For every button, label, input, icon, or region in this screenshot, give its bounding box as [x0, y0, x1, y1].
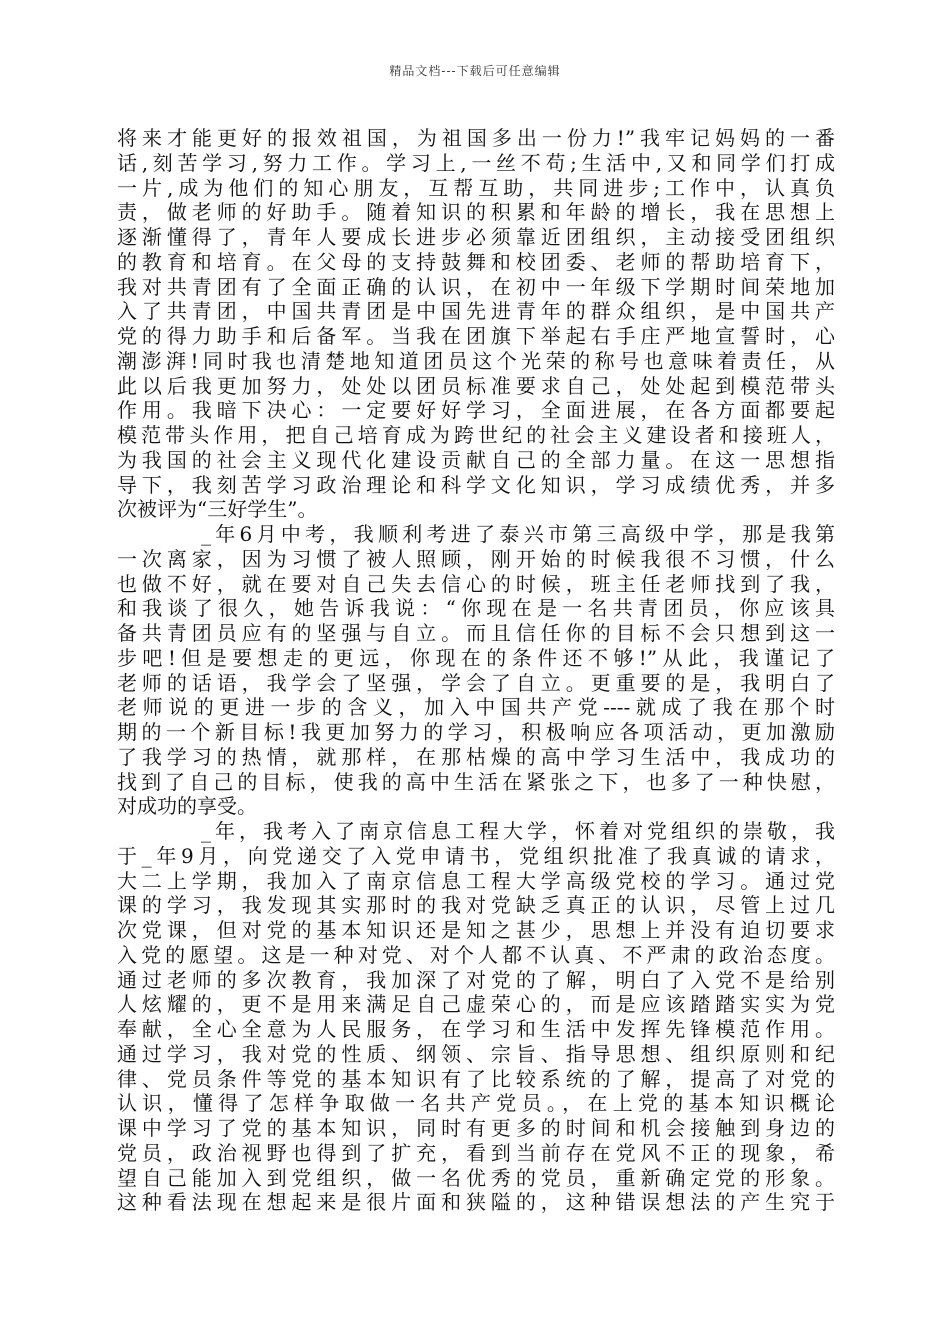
text-line: 一次离家，因为习惯了被人照顾，刚开始的时候我很不习惯，什么 [117, 546, 835, 571]
paragraph [117, 126, 835, 522]
text-line: 导下，我刻苦学习政治理论和科学文化知识，学习成绩优秀，并多 [117, 472, 835, 497]
text-line: 将来才能更好的报效祖国，为祖国多出一份力!”我牢记妈妈的一番 [117, 126, 835, 150]
text-line: 也做不好，就在要对自己失去信心的时候，班主任老师找到了我， [117, 571, 835, 596]
text-line: 认识，懂得了怎样争取做一名共产党员。，在上党的基本知识概论 [117, 1091, 835, 1116]
text-line: 潮澎湃!同时我也清楚地知道团员这个光荣的称号也意味着责任，从 [117, 348, 835, 373]
text-line: 入了共青团，中国共青团是中国先进青年的群众组织，是中国共产 [117, 299, 835, 324]
text-line: 和我谈了很久，她告诉我说：“你现在是一名共青团员，你应该具 [117, 596, 835, 621]
page-header: 精品文档---下载后可任意编辑 [389, 64, 561, 78]
text-line: 这种看法现在想起来是很片面和狭隘的，这种错误想法的产生究于 [117, 1190, 835, 1215]
text-line: 课的学习，我发现其实那时的我对党缺乏真正的认识，尽管上过几 [117, 893, 835, 918]
text-line: 于_年9月，向党递交了入党申请书，党组织批准了我真诚的请求， [117, 843, 835, 868]
text-line: 期的一个新目标!我更加努力的学习，积极响应各项活动，更加激励 [117, 720, 835, 744]
text-line: 老师说的更进一步的含义，加入中国共产党----就成了我在那个时 [117, 695, 835, 720]
text-line: 作用。我暗下决心：一定要好好学习，全面进展，在各方面都要起 [117, 398, 835, 423]
text-line: 次党课，但对党的基本知识还是知之甚少，思想上并没有迫切要求 [117, 918, 835, 942]
text-line: 此以后我更加努力，处处以团员标准要求自己，处处起到模范带头 [117, 373, 835, 398]
text-line: 逐渐懂得了，青年人要成长进步必须靠近团组织，主动接受团组织 [117, 225, 835, 249]
text-line: 入党的愿望。这是一种对党、对个人都不认真、不严肃的政治态度。 [117, 942, 835, 967]
text-line: 望自己能加入到党组织，做一名优秀的党员，重新确定党的形象。 [117, 1165, 835, 1190]
text-line: 的教育和培育。在父母的支持鼓舞和校团委、老师的帮助培育下， [117, 249, 835, 274]
text-line: 我对共青团有了全面正确的认识，在初中一年级下学期时间荣地加 [117, 274, 835, 299]
text-line: 通过老师的多次教育，我加深了对党的了解，明白了入党不是给别 [117, 967, 835, 992]
text-line: 奉献，全心全意为人民服务，在学习和生活中发挥先锋模范作用。 [117, 1017, 835, 1041]
text-line: 老师的话语，我学会了坚强，学会了自立。更重要的是，我明白了 [117, 670, 835, 695]
text-line: 为我国的社会主义现代化建设贡献自己的全部力量。在这一思想指 [117, 447, 835, 472]
document-body [117, 126, 835, 1215]
text-line: 党的得力助手和后备军。当我在团旗下举起右手庄严地宣誓时，心 [117, 324, 835, 348]
text-line: 大二上学期，我加入了南京信息工程大学高级党校的学习。通过党 [117, 868, 835, 893]
text-line: 人炫耀的，更不是用来满足自己虚荣心的，而是应该踏踏实实为党 [117, 992, 835, 1017]
text-line: 备共青团员应有的坚强与自立。而且信任你的目标不会只想到这一 [117, 621, 835, 645]
text-line: 找到了自己的目标，使我的高中生活在紧张之下，也多了一种快慰， [117, 769, 835, 794]
text-line: 对成功的享受。 [117, 794, 257, 819]
text-line: 通过学习，我对党的性质、纲领、宗旨、指导思想、组织原则和纪 [117, 1041, 835, 1066]
text-line: 步吧!但是要想走的更远，你现在的条件还不够!”从此，我谨记了 [117, 645, 835, 670]
text-line: 一片,成为他们的知心朋友，互帮互助，共同进步;工作中，认真负 [117, 175, 835, 200]
text-line: 律、党员条件等党的基本知识有了比较系统的了解，提高了对党的 [117, 1066, 835, 1091]
paragraph [117, 522, 835, 819]
text-line: 责，做老师的好助手。随着知识的积累和年龄的增长，我在思想上 [117, 200, 835, 225]
text-line: 次被评为“三好学生”。 [117, 497, 318, 522]
text-line: 了我学习的热情，就那样，在那枯燥的高中学习生活中，我成功的 [117, 744, 835, 769]
text-line: _年，我考入了南京信息工程大学，怀着对党组织的崇敬，我 [201, 819, 835, 843]
text-line: _年6月中考，我顺利考进了泰兴市第三高级中学，那是我第 [201, 522, 835, 546]
text-line: 课中学习了党的基本知识，同时有更多的时间和机会接触到身边的 [117, 1116, 835, 1140]
text-line: 模范带头作用，把自己培育成为跨世纪的社会主义建设者和接班人， [117, 423, 835, 447]
paragraph [117, 819, 835, 1215]
text-line: 话,刻苦学习,努力工作。学习上,一丝不苟;生活中,又和同学们打成 [117, 150, 835, 175]
text-line: 党员，政治视野也得到了扩充，看到当前存在党风不正的现象，希 [117, 1140, 835, 1165]
